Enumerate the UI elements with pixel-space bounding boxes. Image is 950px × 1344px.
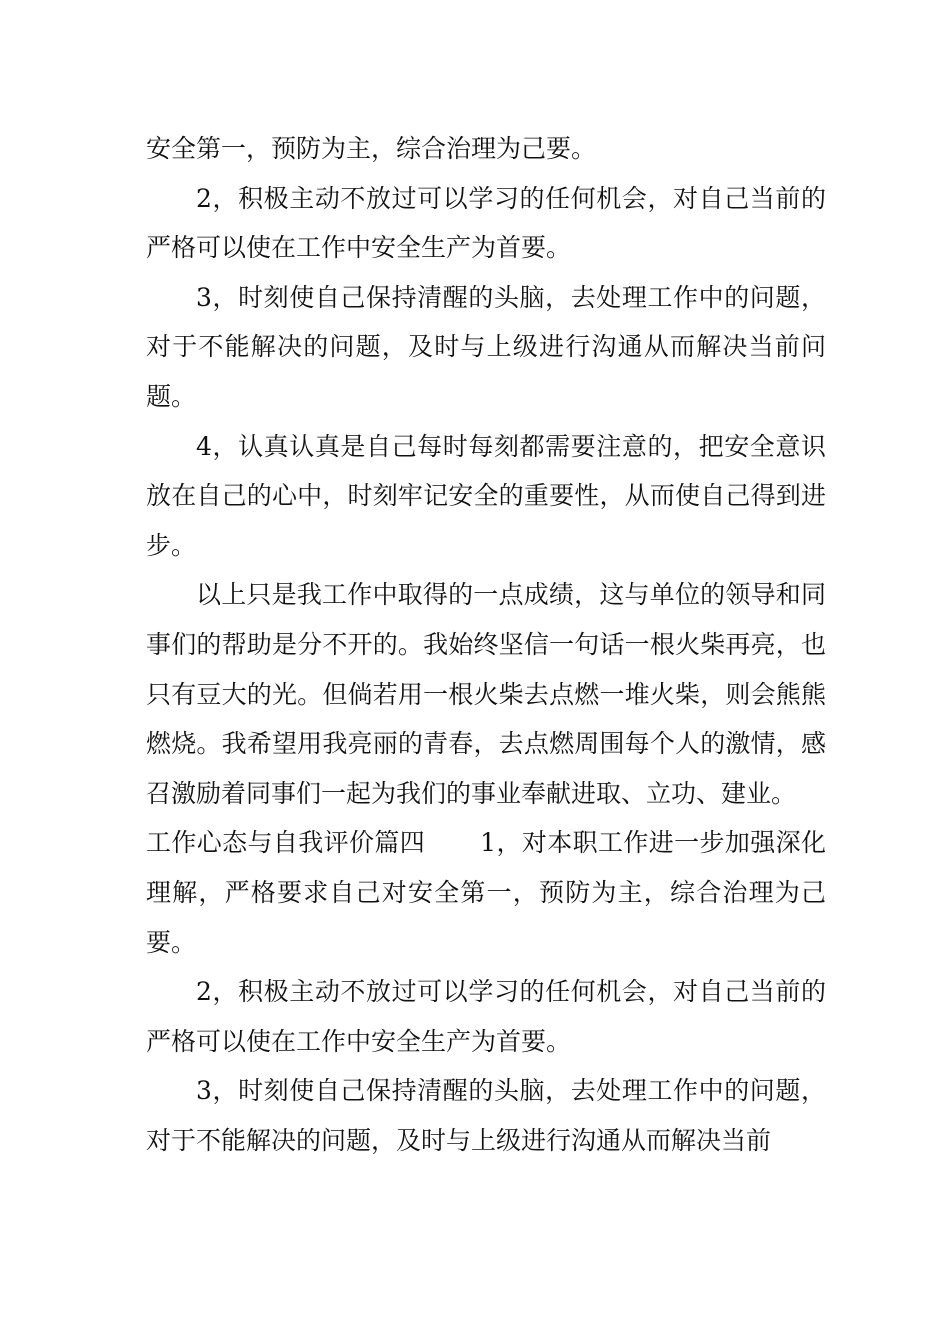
paragraph-item-4: 4，认真认真是自己每时每刻都需要注意的，把安全意识放在自己的心中，时刻牢记安全的重要性，从而使自己得到进步。: [146, 431, 826, 560]
paragraph-summary: 以上只是我工作中取得的一点成绩，这与单位的领导和同事们的帮助是分不开的。我始终坚信一句话一根火柴再亮，也只有豆大的光。但倘若用一根火柴去点燃一堆火柴，则会熊熊燃烧。我希望用我亮丽的青春，去点燃周围每个人的激情，感召激励着同事们一起为我们的事业奉献进取、立功、建业。: [146, 580, 826, 808]
paragraph-item-3: 3，时刻使自己保持清醒的头脑，去处理工作中的问题，对于不能解决的问题，及时与上级进行沟通从而解决当前问题。: [146, 282, 826, 411]
paragraph-item-2: 2，积极主动不放过可以学习的任何机会，对自己当前的严格可以使在工作中安全生产为首要。: [146, 183, 826, 263]
document-body: [146, 124, 826, 1165]
paragraph-item-2-repeat: 2，积极主动不放过可以学习的任何机会，对自己当前的严格可以使在工作中安全生产为首要。: [146, 977, 826, 1056]
section-first-text: 1，对本职工作进一步加强深化理解，严格要求自己对安全第一，预防为主，综合治理为己要。: [146, 828, 826, 957]
paragraph-safety-first: 安全第一，预防为主，综合治理为己要。: [146, 134, 597, 163]
section-paragraph: [146, 818, 826, 967]
paragraph-item-3-repeat: 3，时刻使自己保持清醒的头脑，去处理工作中的问题，对于不能解决的问题，及时与上级进行沟通从而解决当前: [146, 1076, 826, 1155]
section-heading: 工作心态与自我评价篇四: [146, 828, 426, 858]
